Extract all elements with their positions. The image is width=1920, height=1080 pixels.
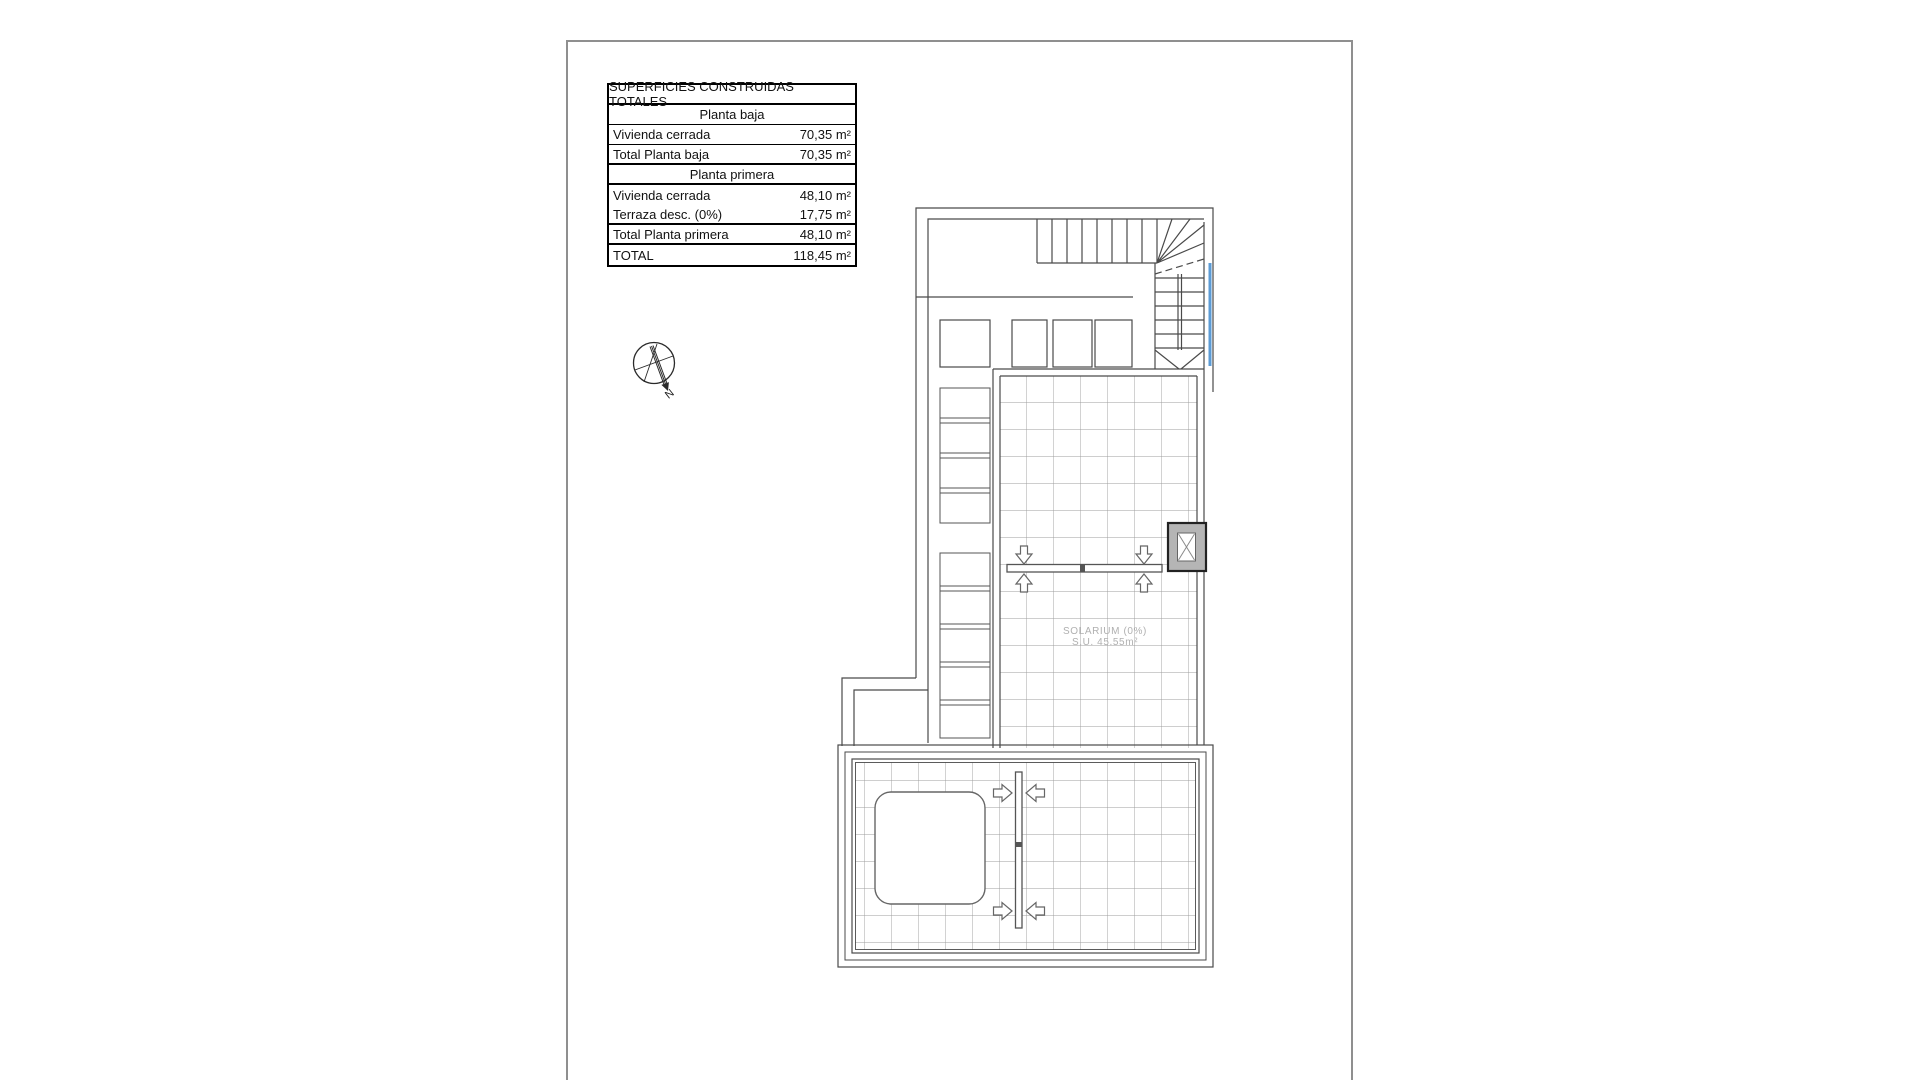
- table-row: [609, 225, 855, 245]
- row-value: 17,75 m²: [799, 206, 851, 222]
- areas-table-title: [609, 79, 855, 109]
- spa-rounded-square: [875, 792, 985, 904]
- room-area: S.U. 45.55m²: [1071, 637, 1139, 648]
- room-name: SOLARIUM (0%): [1063, 626, 1147, 637]
- table-row: [609, 145, 855, 165]
- row-label: Vivienda cerrada: [613, 187, 711, 203]
- section-label: Planta baja: [699, 107, 765, 122]
- north-compass-icon: [634, 343, 677, 402]
- row-label: TOTAL: [613, 247, 654, 263]
- table-row: [609, 125, 855, 145]
- table-title-text: SUPERFICIES CONSTRUIDAS TOTALES: [609, 79, 794, 109]
- glass-screen-horizontal: [1007, 565, 1162, 573]
- row-value: 48,10 m²: [799, 187, 851, 203]
- row-label: Vivienda cerrada: [613, 127, 711, 142]
- compass-north-label: N: [662, 387, 677, 402]
- row-value: 70,35 m²: [799, 146, 851, 162]
- louver-strip: [940, 388, 990, 738]
- glass-screen-vertical: [1016, 772, 1023, 928]
- row-value: 118,45 m²: [793, 247, 851, 263]
- section-label: Planta primera: [689, 166, 775, 182]
- row-label: Total Planta baja: [613, 146, 710, 162]
- table-row: [609, 185, 855, 205]
- row-value: 70,35 m²: [799, 127, 851, 142]
- table-row-total: [609, 245, 855, 265]
- row-label: Terraza desc. (0%): [613, 206, 723, 222]
- areas-table: [607, 79, 857, 267]
- row-value: 48,10 m²: [799, 226, 851, 242]
- chimney-shunt: [1168, 523, 1206, 571]
- section-row-planta-primera: [609, 165, 855, 185]
- table-row: [609, 205, 855, 225]
- row-label: Total Planta primera: [613, 226, 729, 242]
- solarium-label: [1063, 626, 1147, 648]
